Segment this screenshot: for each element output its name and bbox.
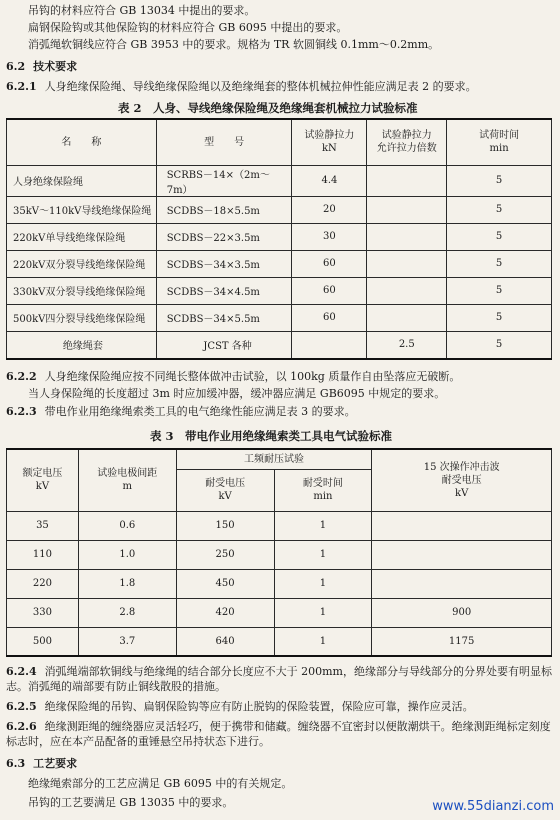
clause-text: 带电作业用绝缘绳索类工具的电气绝缘性能应满足表 3 的要求。: [44, 405, 356, 418]
cell-load: 60: [292, 304, 367, 331]
cell-withstand-voltage: 420: [176, 598, 274, 627]
table-row: [7, 250, 552, 277]
cell-mult: [367, 196, 447, 223]
clause-6-2-1: [6, 80, 477, 94]
table-row: [7, 223, 552, 250]
cell-voltage: 330: [7, 598, 79, 627]
cell-mult: [367, 304, 447, 331]
cell-model: SCDBS－34×4.5m: [156, 277, 292, 304]
cell-impulse: 900: [372, 598, 552, 627]
col-header-time: 试荷时间 min: [447, 119, 552, 165]
col-header-allow-multiple: 试验静拉力 允许拉力倍数: [367, 119, 447, 165]
clause-number: 6.2.2: [6, 370, 37, 383]
table-2: [6, 118, 552, 360]
clause-number: 6.2.3: [6, 405, 37, 418]
table-row: [7, 569, 552, 598]
cell-withstand-time: 1: [274, 511, 372, 540]
clause-6-2-5: [6, 700, 474, 714]
clause-number: 6.2.4: [6, 665, 37, 678]
cell-load: 30: [292, 223, 367, 250]
table-2-header-row: [7, 119, 552, 165]
col-header-withstand-voltage: 耐受电压 kV: [176, 469, 274, 511]
cell-withstand-time: 1: [274, 569, 372, 598]
table-2-caption: 表 2 人身、导线绝缘保险绳及绝缘绳套机械拉力试验标准: [118, 101, 418, 115]
clause-text: 消弧绳端部软铜线与绝缘绳的结合部分长度应不大于 200mm，绝缘部分与导线部分的分界处要有明显标志。消弧绳的端部要有防止铜线散股的措施。: [6, 665, 552, 693]
table-row: [7, 598, 552, 627]
cell-load: 60: [292, 250, 367, 277]
table-row: [7, 511, 552, 540]
cell-name: 绝缘绳套: [7, 331, 157, 359]
cell-voltage: 35: [7, 511, 79, 540]
cell-time: 5: [447, 250, 552, 277]
clause-number: 6.2.5: [6, 700, 37, 713]
col-header-voltage: 额定电压 kV: [7, 449, 79, 511]
clause-text: 绝缘保险绳的吊钩、扁钢保险钩等应有防止脱钩的保险装置，保险应可靠，操作应灵活。: [44, 700, 474, 713]
section-6-3: [6, 757, 77, 771]
table-3-header-row-1: [7, 449, 552, 469]
cell-voltage: 110: [7, 540, 79, 569]
cell-load: 4.4: [292, 165, 367, 196]
cell-name: 35kV～110kV导线绝缘保险绳: [7, 196, 157, 223]
cell-voltage: 220: [7, 569, 79, 598]
clause-6-2-3: [6, 405, 356, 419]
table-row: [7, 304, 552, 331]
cell-model: SCRBS－14×（2m～7m）: [156, 165, 292, 196]
table-row: [7, 627, 552, 656]
clause-text: 绝缘测距绳的缠绕器应灵活轻巧，便于携带和储藏。缠绕器不宜密封以便散潮烘干。绝缘测距绳标定刻度标志时，应在本产品配备的重锤悬空吊持状态下进行。: [6, 720, 551, 748]
table-row: [7, 540, 552, 569]
cell-model: SCDBS－34×5.5m: [156, 304, 292, 331]
cell-impulse: [372, 569, 552, 598]
section-number: 6.3: [6, 757, 26, 770]
tail-line-1: 绝缘绳索部分的工艺应满足 GB 6095 中的有关规定。: [28, 777, 293, 790]
cell-mult: [367, 223, 447, 250]
table-row: [7, 196, 552, 223]
section-number: 6.2: [6, 60, 26, 73]
section-title: 工艺要求: [33, 757, 78, 770]
clause-6-2-2: [6, 370, 460, 384]
cell-withstand-time: 1: [274, 540, 372, 569]
clause-6-2-4: [6, 664, 552, 694]
table-3-caption: 表 3 带电作业用绝缘绳索类工具电气试验标准: [150, 429, 393, 443]
cell-distance: 1.0: [78, 540, 176, 569]
cell-load: 20: [292, 196, 367, 223]
tail-line-2: 吊钩的工艺要满足 GB 13035 中的要求。: [28, 796, 234, 809]
clause-number: 6.2.1: [6, 80, 37, 93]
cell-mult: [367, 250, 447, 277]
cell-voltage: 500: [7, 627, 79, 656]
cell-mult: [367, 165, 447, 196]
clause-6-2-2-cont: 当人身保险绳的长度超过 3m 时应加缓冲器，缓冲器应满足 GB6095 中规定的要求。: [28, 387, 446, 400]
cell-mult: 2.5: [367, 331, 447, 359]
cell-mult: [367, 277, 447, 304]
cell-name: 人身绝缘保险绳: [7, 165, 157, 196]
cell-time: 5: [447, 331, 552, 359]
clause-6-2-6: [6, 719, 552, 749]
cell-distance: 1.8: [78, 569, 176, 598]
clause-text: 人身绝缘保险绳、导线绝缘保险绳以及绝缘绳套的整体机械拉伸性能应满足表 2 的要求。: [44, 80, 477, 93]
cell-time: 5: [447, 223, 552, 250]
intro-line-3: 消弧绳软铜线应符合 GB 3953 中的要求。规格为 TR 软圆铜线 0.1mm～0.2mm。: [28, 38, 440, 51]
col-header-model: 型 号: [156, 119, 292, 165]
intro-line-1: 吊钩的材料应符合 GB 13034 中提出的要求。: [28, 4, 256, 17]
clause-text: 人身绝缘保险绳应按不同绳长整体做冲击试验，以 100kg 质量作自由坠落应无破断。: [44, 370, 461, 383]
col-header-static-load: 试验静拉力 kN: [292, 119, 367, 165]
cell-impulse: [372, 540, 552, 569]
cell-name: 220kV单导线绝缘保险绳: [7, 223, 157, 250]
col-header-withstand-time: 耐受时间 min: [274, 469, 372, 511]
cell-load: [292, 331, 367, 359]
cell-model: SCDBS－34×3.5m: [156, 250, 292, 277]
cell-distance: 0.6: [78, 511, 176, 540]
cell-name: 330kV双分裂导线绝缘保险绳: [7, 277, 157, 304]
cell-withstand-voltage: 640: [176, 627, 274, 656]
table-row: [7, 165, 552, 196]
table-row: [7, 277, 552, 304]
cell-time: 5: [447, 304, 552, 331]
cell-model: SCDBS－22×3.5m: [156, 223, 292, 250]
cell-distance: 2.8: [78, 598, 176, 627]
col-header-distance: 试验电极间距 m: [78, 449, 176, 511]
cell-impulse: [372, 511, 552, 540]
cell-withstand-voltage: 450: [176, 569, 274, 598]
cell-load: 60: [292, 277, 367, 304]
cell-withstand-voltage: 150: [176, 511, 274, 540]
cell-name: 500kV四分裂导线绝缘保险绳: [7, 304, 157, 331]
cell-time: 5: [447, 165, 552, 196]
cell-model: JCST 各种: [156, 331, 292, 359]
section-6-2: [6, 60, 77, 74]
col-header-power-freq: 工频耐压试验: [176, 449, 372, 469]
cell-model: SCDBS－18×5.5m: [156, 196, 292, 223]
cell-distance: 3.7: [78, 627, 176, 656]
site-watermark: www.55dianzi.com: [432, 799, 554, 814]
clause-number: 6.2.6: [6, 720, 37, 733]
col-header-impulse: 15 次操作冲击波 耐受电压 kV: [372, 449, 552, 511]
cell-withstand-time: 1: [274, 598, 372, 627]
cell-time: 5: [447, 277, 552, 304]
table-3: [6, 448, 552, 657]
cell-withstand-time: 1: [274, 627, 372, 656]
col-header-name: 名 称: [7, 119, 157, 165]
cell-time: 5: [447, 196, 552, 223]
intro-line-2: 扁钢保险钩或其他保险钩的材料应符合 GB 6095 中提出的要求。: [28, 21, 348, 34]
section-title: 技术要求: [33, 60, 78, 73]
table-row: [7, 331, 552, 359]
cell-impulse: 1175: [372, 627, 552, 656]
cell-name: 220kV双分裂导线绝缘保险绳: [7, 250, 157, 277]
cell-withstand-voltage: 250: [176, 540, 274, 569]
